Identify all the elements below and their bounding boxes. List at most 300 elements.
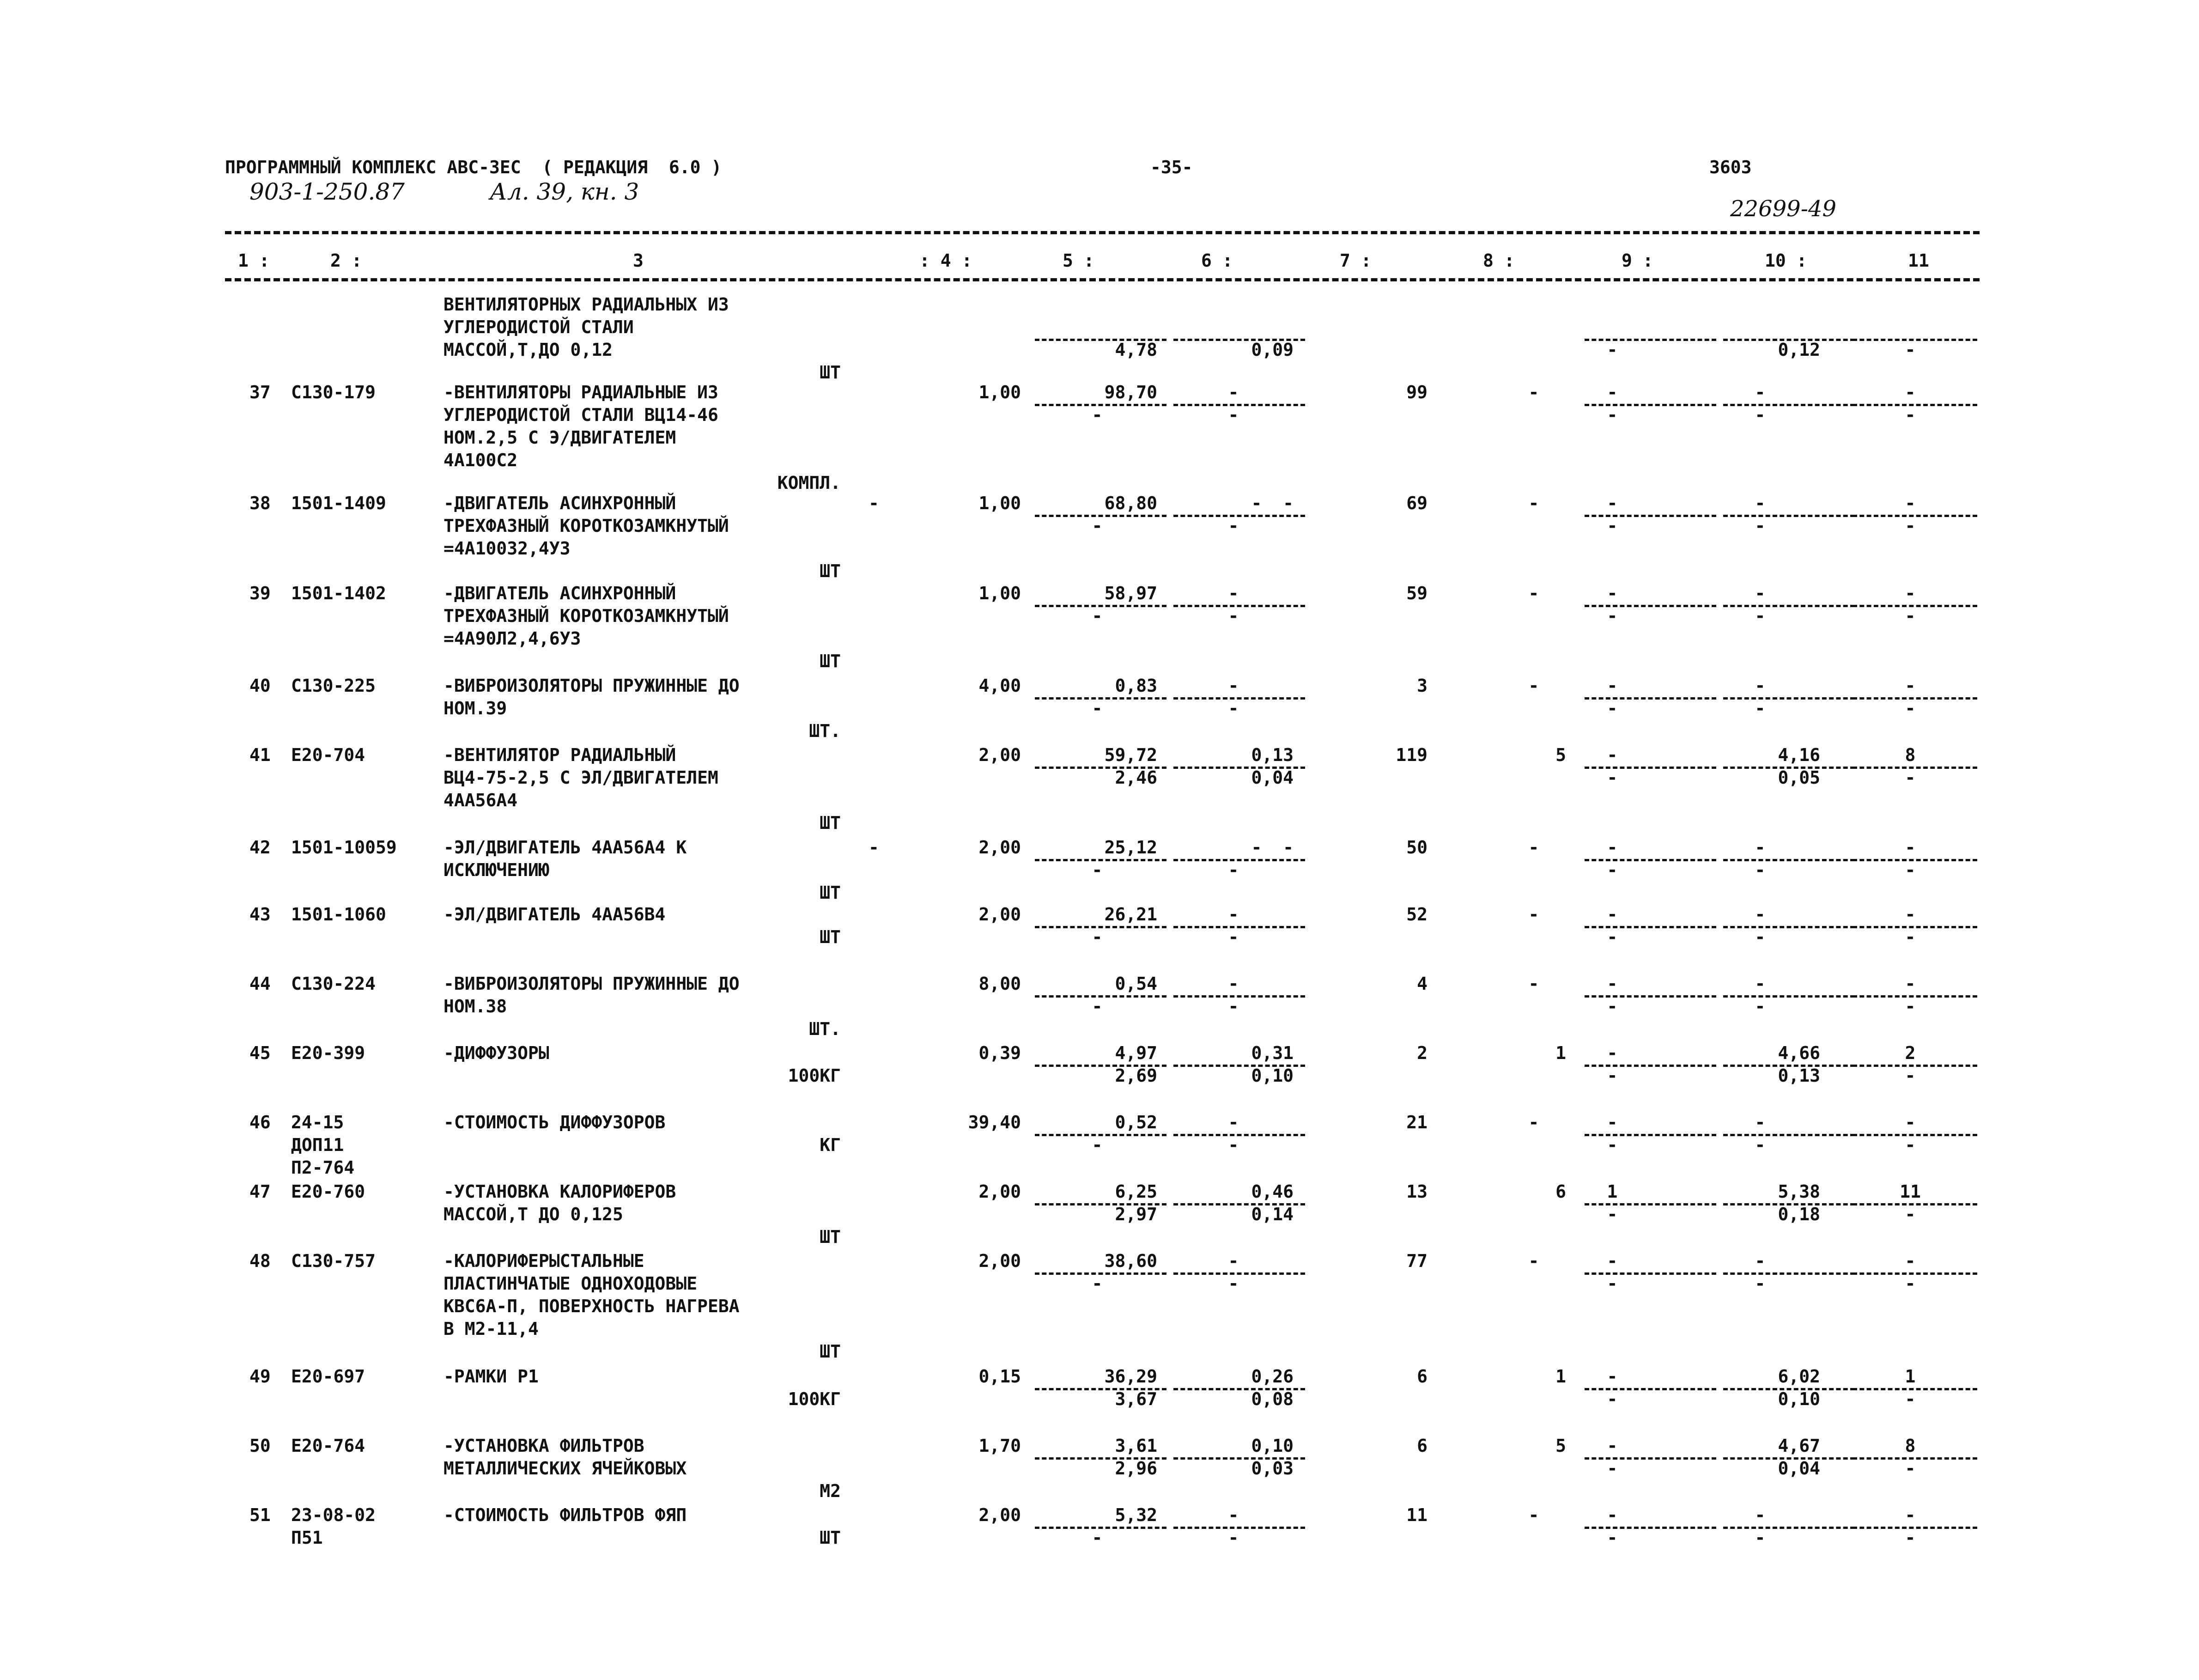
- value-c10-secondary: 0,04: [1778, 1458, 1820, 1479]
- program-title: ПРОГРАММНЫЙ КОМПЛЕКС АВС-3ЕС ( РЕДАКЦИЯ 6.0 ): [225, 157, 722, 177]
- value-c5-secondary: -: [1092, 1135, 1103, 1155]
- value-c5: 6,25: [1115, 1181, 1157, 1202]
- column-header-10: 10 :: [1765, 250, 1807, 271]
- value-c5-secondary: -: [1092, 698, 1103, 718]
- header-rule-top: [225, 231, 1980, 234]
- value-c6: -: [1228, 583, 1239, 603]
- value-c11-secondary: -: [1905, 1065, 1916, 1086]
- value-c6: 0,10: [1251, 1436, 1294, 1456]
- value-c10: 6,02: [1778, 1366, 1820, 1387]
- value-c11: -: [1905, 974, 1916, 994]
- value-c5: 98,70: [1104, 382, 1157, 402]
- column-header-4: : 4 :: [919, 250, 972, 271]
- quantity: 4,00: [978, 676, 1021, 696]
- unit-of-measure: КГ: [820, 1135, 841, 1155]
- price-code: 1501-1409: [291, 493, 386, 513]
- item-description: -КАЛОРИФЕРЫСТАЛЬНЫЕ: [443, 1251, 644, 1271]
- row-number: 51: [249, 1505, 271, 1525]
- unit-of-measure: ШТ: [820, 362, 841, 383]
- item-description: 4АА56А4: [443, 790, 518, 810]
- value-c9: -: [1607, 837, 1618, 858]
- value-c9: -: [1607, 1112, 1618, 1132]
- value-c11-secondary: -: [1905, 860, 1916, 880]
- item-description: УГЛЕРОДИСТОЙ СТАЛИ: [443, 317, 634, 337]
- value-c9: -: [1607, 904, 1618, 925]
- item-description: -ДВИГАТЕЛЬ АСИНХРОННЫЙ: [443, 583, 676, 603]
- value-c9-secondary: -: [1607, 698, 1618, 718]
- value-c10-secondary: 0,13: [1778, 1065, 1820, 1086]
- value-c9: -: [1607, 1505, 1618, 1525]
- quantity: 2,00: [978, 1251, 1021, 1271]
- value-c8: -: [1528, 974, 1539, 994]
- value-c10: 4,66: [1778, 1043, 1820, 1063]
- value-c6: -: [1228, 1112, 1239, 1132]
- row-number: 49: [249, 1366, 271, 1387]
- value-c6: 0,13: [1251, 745, 1294, 765]
- quantity: 2,00: [978, 904, 1021, 925]
- value-c6: -: [1228, 676, 1239, 696]
- column-header-9: 9 :: [1622, 250, 1653, 271]
- value-c11-secondary: -: [1905, 1458, 1916, 1479]
- value-c7: 77: [1406, 1251, 1428, 1271]
- value-c9-secondary: -: [1607, 516, 1618, 536]
- unit-of-measure: ШТ: [820, 651, 841, 671]
- row-number: 39: [249, 583, 271, 603]
- value-c8: -: [1528, 1112, 1539, 1132]
- price-code: 24-15: [291, 1112, 344, 1132]
- value-c5-secondary: -: [1092, 516, 1103, 536]
- value-c6: -: [1228, 1251, 1239, 1271]
- price-code: Е20-764: [291, 1436, 365, 1456]
- value-c10-secondary: 0,10: [1778, 1389, 1820, 1409]
- row-number: 37: [249, 382, 271, 402]
- price-code: Е20-697: [291, 1366, 365, 1387]
- value-c11-secondary: -: [1905, 927, 1916, 947]
- value-c10: -: [1755, 1112, 1766, 1132]
- unit-of-measure: М2: [820, 1481, 841, 1501]
- value-c8: 1: [1555, 1366, 1566, 1387]
- value-c6-secondary: 0,14: [1251, 1204, 1294, 1224]
- value-c5: 36,29: [1104, 1366, 1157, 1387]
- quantity: 2,00: [978, 1505, 1021, 1525]
- item-description: НОМ.2,5 С Э/ДВИГАТЕЛЕМ: [443, 427, 676, 448]
- value-c6-secondary: -: [1228, 516, 1239, 536]
- value-c5: 0,83: [1115, 676, 1157, 696]
- item-description: -УСТАНОВКА КАЛОРИФЕРОВ: [443, 1181, 676, 1202]
- value-c9: -: [1607, 676, 1618, 696]
- value-c11-secondary: -: [1905, 1389, 1916, 1409]
- value-c10-secondary: -: [1755, 860, 1766, 880]
- handwritten-document-number: 903-1-250.87: [249, 178, 405, 205]
- item-description: -СТОИМОСТЬ ДИФФУЗОРОВ: [443, 1112, 666, 1132]
- value-c8: -: [1528, 583, 1539, 603]
- price-code: Е20-760: [291, 1181, 365, 1202]
- value-c9-secondary: -: [1607, 340, 1618, 360]
- quantity: 0,15: [978, 1366, 1021, 1387]
- quantity: 8,00: [978, 974, 1021, 994]
- row-number: 46: [249, 1112, 271, 1132]
- value-c10: -: [1755, 837, 1766, 858]
- item-description: НОМ.39: [443, 698, 507, 718]
- value-c10: -: [1755, 493, 1766, 513]
- value-c8: 5: [1555, 745, 1566, 765]
- unit-of-measure: ШТ.: [809, 1019, 841, 1039]
- value-c11: -: [1905, 904, 1916, 925]
- value-c5: 25,12: [1104, 837, 1157, 858]
- value-c7: 69: [1406, 493, 1428, 513]
- value-c5-secondary: -: [1092, 606, 1103, 626]
- value-c8: -: [1528, 837, 1539, 858]
- item-description: В М2-11,4: [443, 1319, 539, 1339]
- quantity: 1,70: [978, 1436, 1021, 1456]
- item-description: -СТОИМОСТЬ ФИЛЬТРОВ ФЯП: [443, 1505, 687, 1525]
- value-c6: -: [1228, 1505, 1239, 1525]
- row-number: 38: [249, 493, 271, 513]
- value-c10-secondary: 0,12: [1778, 340, 1820, 360]
- value-c6-secondary: -: [1228, 405, 1239, 425]
- value-c5: 3,61: [1115, 1436, 1157, 1456]
- value-c5-secondary: -: [1092, 405, 1103, 425]
- quantity: 1,00: [978, 583, 1021, 603]
- value-c6-secondary: -: [1228, 1135, 1239, 1155]
- value-c10: -: [1755, 974, 1766, 994]
- value-c6-secondary: -: [1228, 860, 1239, 880]
- row-number: 48: [249, 1251, 271, 1271]
- column-header-7: 7 :: [1340, 250, 1372, 271]
- unit-of-measure: ШТ: [820, 927, 841, 947]
- value-c10-secondary: -: [1755, 927, 1766, 947]
- value-c10-secondary: -: [1755, 1135, 1766, 1155]
- value-c10: 5,38: [1778, 1181, 1820, 1202]
- value-c7: 50: [1406, 837, 1428, 858]
- value-c10: -: [1755, 1251, 1766, 1271]
- value-c9: -: [1607, 1251, 1618, 1271]
- value-c11-secondary: -: [1905, 340, 1916, 360]
- value-c10: -: [1755, 583, 1766, 603]
- quantity: 2,00: [978, 837, 1021, 858]
- value-c6: - -: [1251, 837, 1294, 858]
- item-description: =4А90Л2,4,6У3: [443, 628, 581, 649]
- value-c11: -: [1905, 1251, 1916, 1271]
- quantity: 2,00: [978, 1181, 1021, 1202]
- item-description: 4А100С2: [443, 450, 518, 470]
- unit-of-measure: ШТ: [820, 1528, 841, 1548]
- value-c9-secondary: -: [1607, 996, 1618, 1017]
- document-code: 3603: [1709, 157, 1752, 177]
- quantity: 1,00: [978, 493, 1021, 513]
- row-number: 50: [249, 1436, 271, 1456]
- unit-of-measure: КОМПЛ.: [777, 473, 841, 493]
- item-description: ВЕНТИЛЯТОРНЫХ РАДИАЛЬНЫХ ИЗ: [443, 294, 729, 315]
- value-c11-secondary: -: [1905, 1528, 1916, 1548]
- value-c11: -: [1905, 1112, 1916, 1132]
- quantity: 2,00: [978, 745, 1021, 765]
- value-c9-secondary: -: [1607, 767, 1618, 788]
- handwritten-code: 22699-49: [1730, 196, 1836, 222]
- value-c10: -: [1755, 1505, 1766, 1525]
- value-c5-secondary: 3,67: [1115, 1389, 1157, 1409]
- row-number: 41: [249, 745, 271, 765]
- unit-of-measure: 100КГ: [788, 1389, 841, 1409]
- item-description: -УСТАНОВКА ФИЛЬТРОВ: [443, 1436, 644, 1456]
- value-c5: 26,21: [1104, 904, 1157, 925]
- value-c11-secondary: -: [1905, 516, 1916, 536]
- price-code: Е20-704: [291, 745, 365, 765]
- row-number: 40: [249, 676, 271, 696]
- value-c10-secondary: -: [1755, 1528, 1766, 1548]
- value-c10: -: [1755, 676, 1766, 696]
- value-c7: 59: [1406, 583, 1428, 603]
- value-c9-secondary: -: [1607, 860, 1618, 880]
- value-c6-secondary: -: [1228, 1528, 1239, 1548]
- value-c11: 8: [1905, 1436, 1916, 1456]
- price-code: П51: [291, 1528, 323, 1548]
- value-c11: -: [1905, 1505, 1916, 1525]
- value-c9-secondary: -: [1607, 606, 1618, 626]
- value-c11-secondary: -: [1905, 767, 1916, 788]
- value-c10: -: [1755, 382, 1766, 402]
- price-code: С130-225: [291, 676, 376, 696]
- unit-of-measure: ШТ: [820, 813, 841, 833]
- item-description: ТРЕХФАЗНЫЙ КОРОТКОЗАМКНУТЫЙ: [443, 516, 729, 536]
- item-description: КВС6А-П, ПОВЕРХНОСТЬ НАГРЕВА: [443, 1296, 740, 1316]
- value-c9: -: [1607, 1436, 1618, 1456]
- value-c9: -: [1607, 382, 1618, 402]
- value-c9: 1: [1607, 1181, 1618, 1202]
- value-c7: 2: [1417, 1043, 1428, 1063]
- value-c10-secondary: 0,18: [1778, 1204, 1820, 1224]
- value-c9: -: [1607, 745, 1618, 765]
- value-c11: 8: [1905, 745, 1916, 765]
- value-c10-secondary: -: [1755, 516, 1766, 536]
- row-number: 43: [249, 904, 271, 925]
- value-c6: 0,26: [1251, 1366, 1294, 1387]
- value-c11: 2: [1905, 1043, 1916, 1063]
- value-c5-secondary: -: [1092, 927, 1103, 947]
- value-c6: 0,46: [1251, 1181, 1294, 1202]
- value-c9-secondary: -: [1607, 1065, 1618, 1086]
- row-number: 45: [249, 1043, 271, 1063]
- value-c11: 11: [1900, 1181, 1921, 1202]
- item-description: -ВИБРОИЗОЛЯТОРЫ ПРУЖИННЫЕ ДО: [443, 974, 740, 994]
- value-c7: 21: [1406, 1112, 1428, 1132]
- value-c9: -: [1607, 974, 1618, 994]
- value-c11-secondary: -: [1905, 996, 1916, 1017]
- item-description: -ВЕНТИЛЯТОРЫ РАДИАЛЬНЫЕ ИЗ: [443, 382, 718, 402]
- value-c10: 4,67: [1778, 1436, 1820, 1456]
- column-header-1: 1 :: [238, 250, 270, 271]
- value-c8: -: [1528, 382, 1539, 402]
- value-c7: 6: [1417, 1436, 1428, 1456]
- page-number: -35-: [1150, 157, 1193, 177]
- unit-of-measure: ШТ: [820, 561, 841, 581]
- value-c7: 119: [1396, 745, 1428, 765]
- value-c9-secondary: -: [1607, 1528, 1618, 1548]
- value-c11: -: [1905, 493, 1916, 513]
- value-c6-secondary: 0,04: [1251, 767, 1294, 788]
- price-code: С130-179: [291, 382, 376, 402]
- value-c9-secondary: -: [1607, 1389, 1618, 1409]
- quantity: 0,39: [978, 1043, 1021, 1063]
- price-code: П2-764: [291, 1157, 355, 1178]
- value-c6-secondary: -: [1228, 606, 1239, 626]
- value-c11: 1: [1905, 1366, 1916, 1387]
- mark: -: [869, 837, 879, 858]
- price-code: С130-224: [291, 974, 376, 994]
- value-c6-secondary: -: [1228, 698, 1239, 718]
- value-c5-secondary: -: [1092, 860, 1103, 880]
- item-description: =4А100З2,4У3: [443, 538, 571, 559]
- value-c9-secondary: -: [1607, 927, 1618, 947]
- item-description: -РАМКИ Р1: [443, 1366, 539, 1387]
- value-c7: 6: [1417, 1366, 1428, 1387]
- value-c5: 5,32: [1115, 1505, 1157, 1525]
- value-c10-secondary: 0,05: [1778, 767, 1820, 788]
- unit-of-measure: ШТ: [820, 883, 841, 903]
- value-c8: 5: [1555, 1436, 1566, 1456]
- value-c7: 13: [1406, 1181, 1428, 1202]
- item-description: -ДИФФУЗОРЫ: [443, 1043, 549, 1063]
- price-code: С130-757: [291, 1251, 376, 1271]
- value-c9-secondary: -: [1607, 1135, 1618, 1155]
- item-description: -ВЕНТИЛЯТОР РАДИАЛЬНЫЙ: [443, 745, 676, 765]
- value-c5-secondary: 4,78: [1115, 340, 1157, 360]
- mark: -: [869, 493, 879, 513]
- unit-of-measure: ШТ.: [809, 721, 841, 741]
- value-c5: 68,80: [1104, 493, 1157, 513]
- value-c7: 52: [1406, 904, 1428, 925]
- value-c11-secondary: -: [1905, 1135, 1916, 1155]
- value-c9-secondary: -: [1607, 1204, 1618, 1224]
- value-c5-secondary: -: [1092, 996, 1103, 1017]
- item-description: НОМ.38: [443, 996, 507, 1017]
- value-c6: -: [1228, 382, 1239, 402]
- value-c7: 99: [1406, 382, 1428, 402]
- column-header-11: 11: [1908, 250, 1929, 271]
- value-c5-secondary: 2,46: [1115, 767, 1157, 788]
- value-c8: 1: [1555, 1043, 1566, 1063]
- value-c6-secondary: 0,03: [1251, 1458, 1294, 1479]
- value-c5: 0,54: [1115, 974, 1157, 994]
- value-c10-secondary: -: [1755, 1273, 1766, 1294]
- handwritten-sheet-reference: Ал. 39, кн. 3: [490, 178, 639, 205]
- row-number: 47: [249, 1181, 271, 1202]
- value-c10-secondary: -: [1755, 606, 1766, 626]
- quantity: 39,40: [968, 1112, 1021, 1132]
- price-code: 23-08-02: [291, 1505, 376, 1525]
- value-c11-secondary: -: [1905, 1273, 1916, 1294]
- value-c11-secondary: -: [1905, 405, 1916, 425]
- item-description: ТРЕХФАЗНЫЙ КОРОТКОЗАМКНУТЫЙ: [443, 606, 729, 626]
- value-c11: -: [1905, 382, 1916, 402]
- price-code: 1501-1402: [291, 583, 386, 603]
- unit-of-measure: 100КГ: [788, 1065, 841, 1086]
- value-c11-secondary: -: [1905, 698, 1916, 718]
- value-c5-secondary: 2,69: [1115, 1065, 1157, 1086]
- value-c8: 6: [1555, 1181, 1566, 1202]
- column-header-6: 6 :: [1201, 250, 1233, 271]
- column-header-3: 3: [633, 250, 644, 271]
- unit-of-measure: ШТ: [820, 1227, 841, 1247]
- item-description: -ВИБРОИЗОЛЯТОРЫ ПРУЖИННЫЕ ДО: [443, 676, 740, 696]
- value-c5: 4,97: [1115, 1043, 1157, 1063]
- value-c11: -: [1905, 583, 1916, 603]
- item-description: -ЭЛ/ДВИГАТЕЛЬ 4АА56В4: [443, 904, 666, 925]
- value-c5: 0,52: [1115, 1112, 1157, 1132]
- value-c5-secondary: -: [1092, 1528, 1103, 1548]
- item-description: -ДВИГАТЕЛЬ АСИНХРОННЫЙ: [443, 493, 676, 513]
- item-description: УГЛЕРОДИСТОЙ СТАЛИ ВЦ14-46: [443, 405, 718, 425]
- value-c9: -: [1607, 583, 1618, 603]
- value-c5: 38,60: [1104, 1251, 1157, 1271]
- value-c7: 11: [1406, 1505, 1428, 1525]
- value-c9: -: [1607, 1366, 1618, 1387]
- value-c9: -: [1607, 493, 1618, 513]
- value-c10-secondary: -: [1755, 698, 1766, 718]
- column-header-8: 8 :: [1483, 250, 1515, 271]
- value-c11-secondary: -: [1905, 606, 1916, 626]
- value-c9-secondary: -: [1607, 405, 1618, 425]
- value-c6-secondary: -: [1228, 1273, 1239, 1294]
- value-c5: 58,97: [1104, 583, 1157, 603]
- row-number: 44: [249, 974, 271, 994]
- value-c6: -: [1228, 974, 1239, 994]
- value-c7: 3: [1417, 676, 1428, 696]
- value-c11: -: [1905, 676, 1916, 696]
- price-code: 1501-10059: [291, 837, 397, 858]
- value-c7: 4: [1417, 974, 1428, 994]
- item-description: МЕТАЛЛИЧЕСКИХ ЯЧЕЙКОВЫХ: [443, 1458, 687, 1479]
- unit-of-measure: ШТ: [820, 1341, 841, 1362]
- value-c8: -: [1528, 676, 1539, 696]
- value-c8: -: [1528, 904, 1539, 925]
- item-description: ПЛАСТИНЧАТЫЕ ОДНОХОДОВЫЕ: [443, 1273, 698, 1294]
- item-description: ИСКЛЮЧЕНИЮ: [443, 860, 549, 880]
- quantity: 1,00: [978, 382, 1021, 402]
- value-c6-secondary: 0,08: [1251, 1389, 1294, 1409]
- column-header-5: 5 :: [1063, 250, 1094, 271]
- row-number: 42: [249, 837, 271, 858]
- value-c8: -: [1528, 493, 1539, 513]
- value-c6: - -: [1251, 493, 1294, 513]
- value-c6-secondary: 0,09: [1251, 340, 1294, 360]
- value-c5: 59,72: [1104, 745, 1157, 765]
- value-c11: -: [1905, 837, 1916, 858]
- value-c9-secondary: -: [1607, 1273, 1618, 1294]
- value-c9-secondary: -: [1607, 1458, 1618, 1479]
- item-description: ВЦ4-75-2,5 С ЭЛ/ДВИГАТЕЛЕМ: [443, 767, 718, 788]
- item-description: МАССОЙ,Т,ДО 0,12: [443, 340, 613, 360]
- value-c6-secondary: -: [1228, 996, 1239, 1017]
- value-c6-secondary: -: [1228, 927, 1239, 947]
- value-c10-secondary: -: [1755, 996, 1766, 1017]
- item-description: МАССОЙ,Т ДО 0,125: [443, 1204, 623, 1224]
- value-c10-secondary: -: [1755, 405, 1766, 425]
- price-code: Е20-399: [291, 1043, 365, 1063]
- value-c9: -: [1607, 1043, 1618, 1063]
- value-c5-secondary: 2,97: [1115, 1204, 1157, 1224]
- item-description: -ЭЛ/ДВИГАТЕЛЬ 4АА56А4 К: [443, 837, 687, 858]
- value-c10: -: [1755, 904, 1766, 925]
- value-c5-secondary: -: [1092, 1273, 1103, 1294]
- price-code: 1501-1060: [291, 904, 386, 925]
- value-c6-secondary: 0,10: [1251, 1065, 1294, 1086]
- value-c8: -: [1528, 1251, 1539, 1271]
- header-rule-bottom: [225, 278, 1980, 281]
- value-c5-secondary: 2,96: [1115, 1458, 1157, 1479]
- value-c6: -: [1228, 904, 1239, 925]
- price-code: ДОП11: [291, 1135, 344, 1155]
